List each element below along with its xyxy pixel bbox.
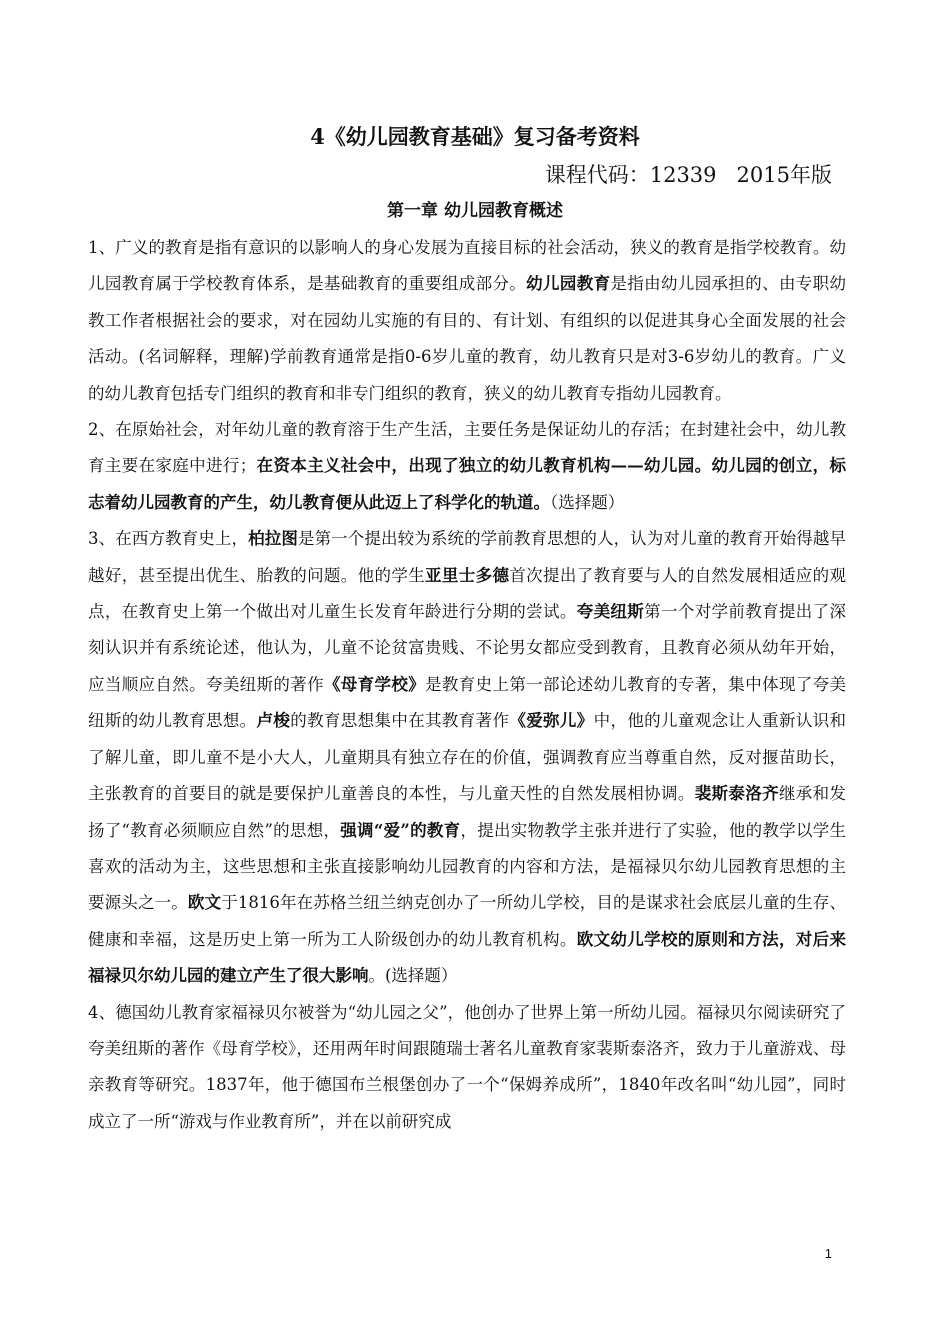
course-code-subtitle: 课程代码：12339 2015年版 bbox=[544, 163, 832, 187]
bold-text-run: 强调“爱”的教育 bbox=[340, 820, 461, 840]
paragraph-3 bbox=[88, 521, 846, 994]
bold-text-run: 《爱弥儿》 bbox=[509, 711, 594, 731]
bold-text-run: 《母育学校》 bbox=[323, 674, 426, 694]
bold-text-run: 幼儿园教育 bbox=[526, 274, 611, 294]
text-run: 中，他的儿童观念让人重新认识和了解儿童，即儿童不是小大人，儿童期具有独立存在的价值，强调教育应当尊重自然，反对揠苗助长，主张教育的首要目的就是要保护儿童善良的本性，与儿童天性的自然发展相协调。 bbox=[88, 711, 847, 804]
text-run: 是第一个提出较为系统的学前教育思想的人，认为对儿童的教育开始得越早越好，甚至提出优生、胎教的问题。他的学生 bbox=[88, 529, 847, 585]
text-run: 1、广义的教育是指有意识的以影响人的身心发展为直接目标的社会活动，狭义的教育是指学校教育。幼儿园教育属于学校教育体系，是基础教育的重要组成部分。 bbox=[88, 238, 846, 294]
bold-text-run: 欧文幼儿学校的原则和方法，对后来福禄贝尔幼儿园的建立产生了很大影响 bbox=[88, 929, 847, 986]
paragraph-4 bbox=[88, 995, 846, 1141]
text-run: 。(选择题） bbox=[368, 966, 458, 986]
bold-text-run: 裴斯泰洛齐 bbox=[694, 784, 779, 804]
text-run: 的教育思想集中在其教育著作 bbox=[290, 711, 510, 731]
text-run: 是教育史上第一部论述幼儿教育的专著，集中体现了夸美纽斯的幼儿教育思想。 bbox=[88, 674, 847, 731]
text-run: 是指由幼儿园承担的、由专职幼教工作者根据社会的要求，对在园幼儿实施的有目的、有计划、有组织的以促进其身心全面发展的社会活动。(名词解释，理解)学前教育通常是指0-6岁儿童的教育，幼儿教育只是对3-6岁幼儿的教育。广义的幼儿教育包括专门组织的教育和非专门组织的教育，狭义的幼儿教育专指幼儿园教育。 bbox=[88, 274, 847, 403]
paragraph-2 bbox=[88, 412, 846, 521]
text-run: 3、在西方教育史上， bbox=[88, 529, 249, 549]
bold-text-run: 卢梭 bbox=[256, 711, 291, 731]
chapter-heading: 第一章 幼儿园教育概述 bbox=[387, 201, 563, 221]
bold-text-run: 欧文 bbox=[187, 893, 222, 913]
text-run: ，提出实物教学主张并进行了实验，他的教学以学生喜欢的活动为主，这些思想和主张直接影响幼儿园教育的内容和方法，是福禄贝尔幼儿园教育思想的主要源头之一。 bbox=[88, 820, 847, 913]
document-body bbox=[88, 230, 846, 1140]
bold-text-run: 夸美纽斯 bbox=[576, 602, 645, 622]
text-run: 首次提出了教育要与人的自然发展相适应的观点，在教育史上第一个做出对儿童生长发育年龄进行分期的尝试。 bbox=[88, 565, 847, 622]
bold-text-run: 亚里士多德 bbox=[425, 565, 510, 585]
text-run: （选择题） bbox=[550, 492, 625, 512]
text-run: 于1816年在苏格兰纽兰纳克创办了一所幼儿学校，目的是谋求社会底层儿童的生存、健康和幸福，这是历史上第一所为工人阶级创办的幼儿教育机构。 bbox=[88, 893, 847, 949]
bold-text-run: 柏拉图 bbox=[248, 529, 298, 549]
text-run: 继承和发扬了“教育必须顺应自然”的思想， bbox=[88, 784, 847, 840]
text-run: 2、在原始社会，对年幼儿童的教育溶于生产生活，主要任务是保证幼儿的存活；在封建社会中，幼儿教育主要在家庭中进行； bbox=[88, 420, 846, 476]
document-title: 4《幼儿园教育基础》复习备考资料 bbox=[310, 124, 640, 149]
text-run: 4、德国幼儿教育家福禄贝尔被誉为“幼儿园之父”，他创办了世界上第一所幼儿园。福禄贝尔阅读研究了夸美纽斯的著作《母育学校》，还用两年时间跟随瑞士著名儿童教育家裴斯泰洛齐，致力于儿童游戏、母亲教育等研究。1837年，他于德国布兰根堡创办了一个“保姆养成所”，1840年改名叫“幼儿园”，同时成立了一所“游戏与作业教育所”，并在以前研究成 bbox=[88, 1002, 846, 1131]
page-number: 1 bbox=[824, 1246, 832, 1261]
text-run: 第一个对学前教育提出了深刻认识并有系统论述，他认为，儿童不论贫富贵贱、不论男女都应受到教育，且教育必须从幼年开始，应当顺应自然。夸美纽斯的著作 bbox=[88, 602, 847, 694]
bold-text-run: 在资本主义社会中，出现了独立的幼儿教育机构——幼儿园。幼儿园的创立，标志着幼儿园教育的产生，幼儿教育便从此迈上了科学化的轨道。 bbox=[88, 456, 847, 512]
paragraph-1 bbox=[88, 230, 846, 412]
